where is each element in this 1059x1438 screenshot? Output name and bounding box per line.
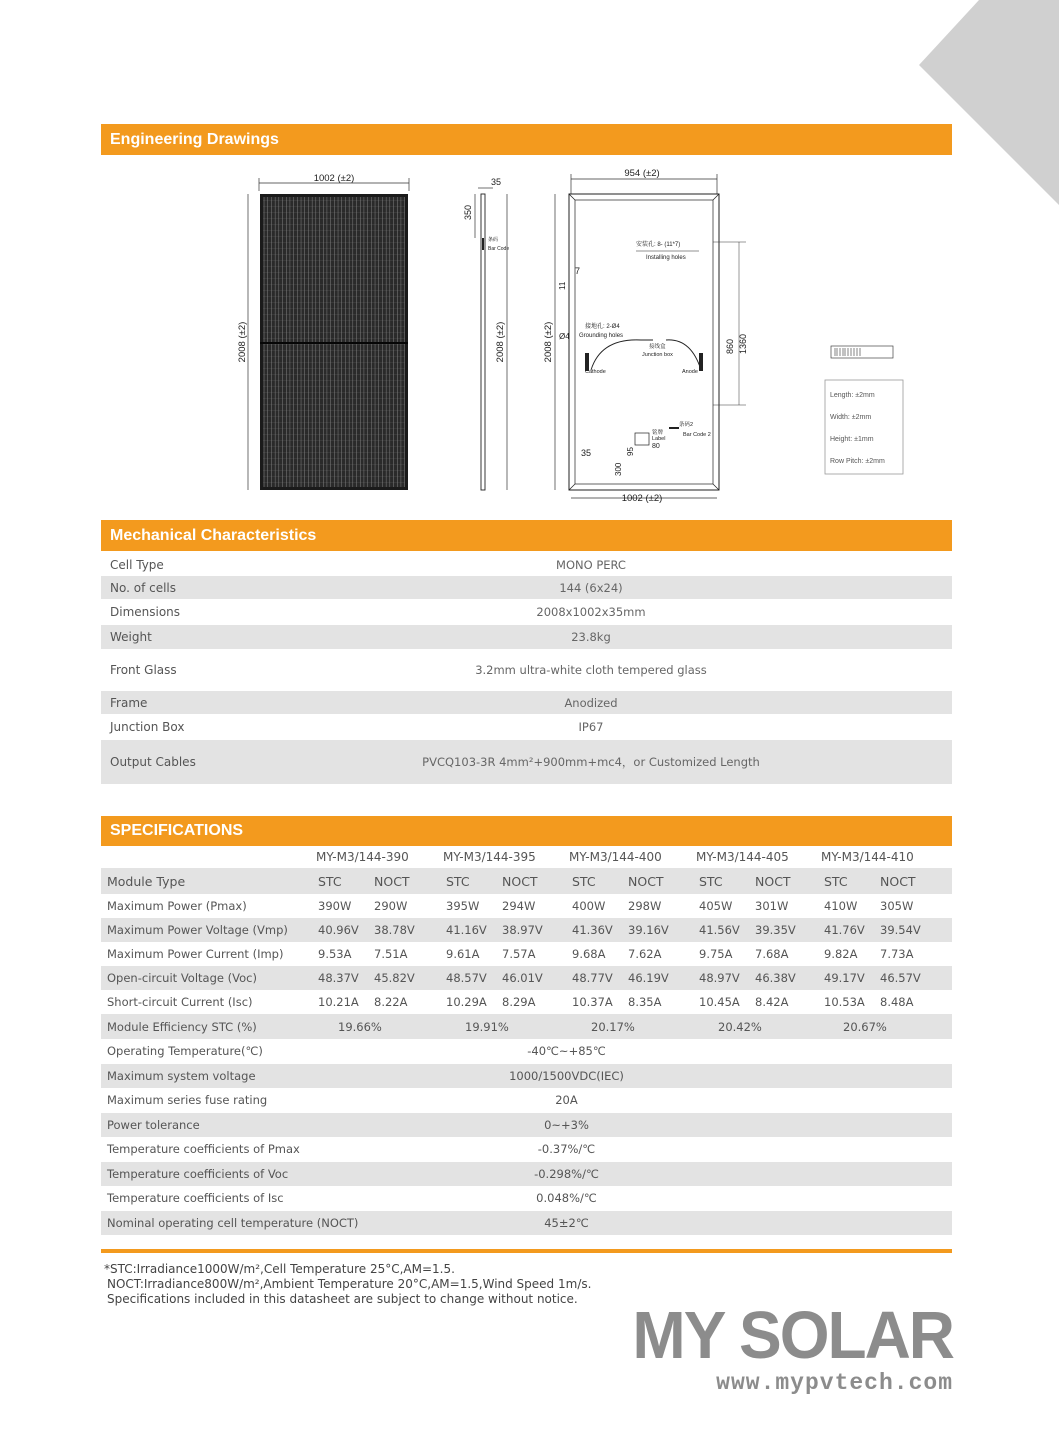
svg-text:安装孔: 8- (11*7): 安装孔: 8- (11*7) (636, 242, 681, 248)
table-cell: 7.73A (880, 947, 914, 961)
table-cell: 8.48A (880, 995, 914, 1009)
svg-text:1360: 1360 (738, 333, 748, 354)
table-cell: 46.57V (880, 971, 921, 985)
table-cell: 40.96V (318, 923, 359, 937)
table-cell: 301W (755, 899, 789, 913)
table-cell: 41.36V (572, 923, 613, 937)
table-cell: 41.76V (824, 923, 865, 937)
row-label: Maximum Power Current (Imp) (107, 947, 284, 961)
table-cell: 7.57A (502, 947, 536, 961)
table-cell: 46.38V (755, 971, 796, 985)
svg-text:铭牌: 铭牌 (652, 430, 664, 436)
svg-text:接线盒: 接线盒 (649, 344, 666, 350)
table-cell: 10.53A (824, 995, 865, 1009)
svg-text:11: 11 (558, 281, 567, 290)
table-cell: 9.68A (572, 947, 606, 961)
table-cell: 7.68A (755, 947, 789, 961)
table-cell: 9.53A (318, 947, 352, 961)
front-width-label: 1002 (±2) (313, 173, 355, 184)
table-row (101, 894, 952, 918)
svg-text:Junction box: Junction box (642, 352, 673, 358)
table-row (101, 1039, 952, 1064)
engineering-drawings (101, 158, 952, 518)
back-width-bottom: 1002 (±2) (621, 493, 663, 504)
side-350-label: 350 (463, 204, 473, 220)
row-label: Temperature coefficients of Pmax (107, 1142, 300, 1157)
svg-text:Height: ±1mm: Height: ±1mm (830, 436, 874, 443)
table-cell: 39.16V (628, 923, 669, 937)
svg-text:Cathode: Cathode (585, 369, 606, 375)
module-type-row: Module Type STC NOCT STC NOCT STC NOCT STC NOCT STC NOCT (101, 868, 952, 894)
mechanical-header (101, 520, 952, 551)
row-label: Maximum Power Voltage (Vmp) (107, 923, 288, 937)
table-cell: 305W (880, 899, 914, 913)
table-cell: 9.61A (446, 947, 480, 961)
table-row (101, 966, 952, 990)
table-cell: 10.21A (318, 995, 359, 1009)
table-cell: 294W (502, 899, 536, 913)
svg-text:条码2: 条码2 (679, 422, 694, 428)
svg-text:Anode: Anode (682, 369, 698, 375)
table-row (101, 918, 952, 942)
table-row (101, 1137, 952, 1162)
note-stc: *STC:Irradiance1000W/m²,Cell Temperature 25°C,AM=1.5. (104, 1262, 455, 1276)
front-height-label: 2008 (±2) (237, 321, 248, 363)
table-cell: 298W (628, 899, 662, 913)
table-cell: 7.51A (374, 947, 408, 961)
back-width-top: 954 (±2) (624, 168, 660, 179)
svg-text:接地孔: 2-Ø4: 接地孔: 2-Ø4 (585, 324, 620, 330)
row-value: 0.048%/℃ (536, 1191, 597, 1206)
table-cell: 405W (699, 899, 733, 913)
table-cell: 8.35A (628, 995, 662, 1009)
engineering-drawings-header (101, 124, 952, 155)
svg-text:300: 300 (614, 462, 623, 476)
table-cell: 10.29A (446, 995, 487, 1009)
brand-url: www.mypvtech.com (716, 1370, 953, 1396)
table-cell: 46.01V (502, 971, 543, 985)
svg-text:Row Pitch: ±2mm: Row Pitch: ±2mm (830, 458, 885, 465)
svg-text:Label: Label (652, 436, 666, 442)
table-cell: 390W (318, 899, 352, 913)
section-title: Mechanical Characteristics (110, 526, 317, 544)
side-thickness-label: 35 (491, 177, 502, 187)
specifications-table (101, 846, 952, 1235)
efficiency-row: Module Efficiency STC (%) 19.66% 19.91% 20.17% 20.42% 20.67% (101, 1014, 952, 1039)
model-name: MY-M3/144-400 (569, 850, 662, 864)
table-cell: 8.42A (755, 995, 789, 1009)
table-cell: 7.62A (628, 947, 662, 961)
table-cell: 45.82V (374, 971, 415, 985)
table-row (101, 1113, 952, 1138)
table-cell: 290W (374, 899, 408, 913)
footnotes (104, 1262, 591, 1307)
table-cell: 48.97V (699, 971, 740, 985)
row-value: 45±2℃ (544, 1215, 589, 1230)
footer-bar (101, 1249, 952, 1253)
side-view (463, 177, 509, 490)
table-row: Frame Anodized (101, 691, 952, 714)
table-row: Junction Box IP67 (110, 720, 604, 734)
svg-text:Grounding holes: Grounding holes (579, 333, 624, 339)
table-cell: 39.35V (755, 923, 796, 937)
row-label: Operating Temperature(℃) (107, 1044, 263, 1059)
svg-text:Bar Code: Bar Code (488, 246, 510, 252)
note-disclaimer: Specifications included in this datasheet are subject to change without notice. (107, 1292, 578, 1306)
section-title: Engineering Drawings (110, 130, 279, 148)
table-cell: 38.97V (502, 923, 543, 937)
row-value: -0.298%/℃ (534, 1166, 599, 1181)
table-cell: 9.82A (824, 947, 858, 961)
row-value: -0.37%/℃ (537, 1142, 596, 1157)
row-label: Short-circuit Current (Isc) (107, 995, 253, 1009)
brand-block (632, 1297, 953, 1396)
table-cell: 395W (446, 899, 480, 913)
svg-text:35: 35 (581, 448, 592, 458)
svg-text:Length: ±2mm: Length: ±2mm (830, 392, 875, 399)
back-height-label: 2008 (±2) (543, 321, 554, 363)
table-cell: 8.29A (502, 995, 536, 1009)
front-view (237, 173, 409, 490)
table-cell: 10.37A (572, 995, 613, 1009)
svg-text:7: 7 (575, 266, 581, 276)
model-row (101, 846, 952, 868)
row-label: Nominal operating cell temperature (NOCT) (107, 1215, 359, 1230)
table-row (101, 1064, 952, 1089)
table-row: Output Cables PVCQ103-3R 4mm²+900mm+mc4，or Customized Length (101, 740, 952, 784)
row-value: 20A (555, 1093, 578, 1108)
note-noct: NOCT:Irradiance800W/m²,Ambient Temperature 20°C,AM=1.5,Wind Speed 1m/s. (107, 1277, 592, 1291)
model-name: MY-M3/144-405 (696, 850, 789, 864)
table-cell: 8.22A (374, 995, 408, 1009)
row-label: Temperature coefficients of Isc (107, 1191, 284, 1206)
table-row (101, 942, 952, 966)
row-label: Maximum Power (Pmax) (107, 899, 247, 913)
svg-text:Bar Code 2: Bar Code 2 (683, 432, 711, 438)
model-name: MY-M3/144-395 (443, 850, 536, 864)
row-label: Open-circuit Voltage (Voc) (107, 971, 257, 985)
specifications-header (101, 816, 952, 846)
row-label: Maximum series fuse rating (107, 1093, 268, 1108)
model-name: MY-M3/144-390 (316, 850, 409, 864)
table-cell: 9.75A (699, 947, 733, 961)
table-row: Weight 23.8kg (101, 625, 952, 649)
table-row: Front Glass 3.2mm ultra-white cloth tempered glass (110, 663, 707, 677)
table-row (101, 1088, 952, 1113)
table-cell: 49.17V (824, 971, 865, 985)
table-cell: 41.56V (699, 923, 740, 937)
svg-text:80: 80 (652, 443, 660, 450)
svg-text:条码: 条码 (488, 237, 499, 243)
svg-text:Ø4: Ø4 (559, 332, 570, 341)
tolerance-box (825, 380, 903, 474)
table-cell: 39.54V (880, 923, 921, 937)
side-height-label: 2008 (±2) (495, 321, 506, 363)
row-value: 1000/1500VDC(IEC) (509, 1068, 624, 1083)
mechanical-table (101, 553, 952, 784)
table-cell: 38.78V (374, 923, 415, 937)
table-row: No. of cells 144 (6x24) (101, 576, 952, 599)
table-cell: 48.37V (318, 971, 359, 985)
table-row (101, 1186, 952, 1211)
row-label: Maximum system voltage (107, 1068, 256, 1083)
row-value: -40℃~+85℃ (527, 1044, 606, 1059)
table-row: Dimensions 2008x1002x35mm (110, 605, 646, 619)
table-row (101, 990, 952, 1014)
table-cell: 46.19V (628, 971, 669, 985)
table-row (101, 1211, 952, 1236)
table-cell: 48.77V (572, 971, 613, 985)
svg-text:95: 95 (626, 447, 635, 456)
table-row (101, 1162, 952, 1187)
row-label: Power tolerance (107, 1117, 200, 1132)
table-cell: 410W (824, 899, 858, 913)
row-value: 0~+3% (544, 1117, 589, 1132)
table-cell: 400W (572, 899, 606, 913)
brand-logo: MY SOLAR (632, 1297, 953, 1373)
table-cell: 41.16V (446, 923, 487, 937)
back-view (543, 168, 748, 504)
table-cell: 10.45A (699, 995, 740, 1009)
model-name: MY-M3/144-410 (821, 850, 914, 864)
table-row: Cell Type MONO PERC (110, 557, 626, 572)
row-label: Temperature coefficients of Voc (107, 1166, 289, 1181)
svg-text:Installing holes: Installing holes (646, 255, 686, 261)
svg-text:Width: ±2mm: Width: ±2mm (830, 414, 872, 421)
section-title: SPECIFICATIONS (110, 822, 244, 839)
svg-text:860: 860 (725, 338, 735, 354)
table-cell: 48.57V (446, 971, 487, 985)
barcode-sample (831, 346, 893, 358)
